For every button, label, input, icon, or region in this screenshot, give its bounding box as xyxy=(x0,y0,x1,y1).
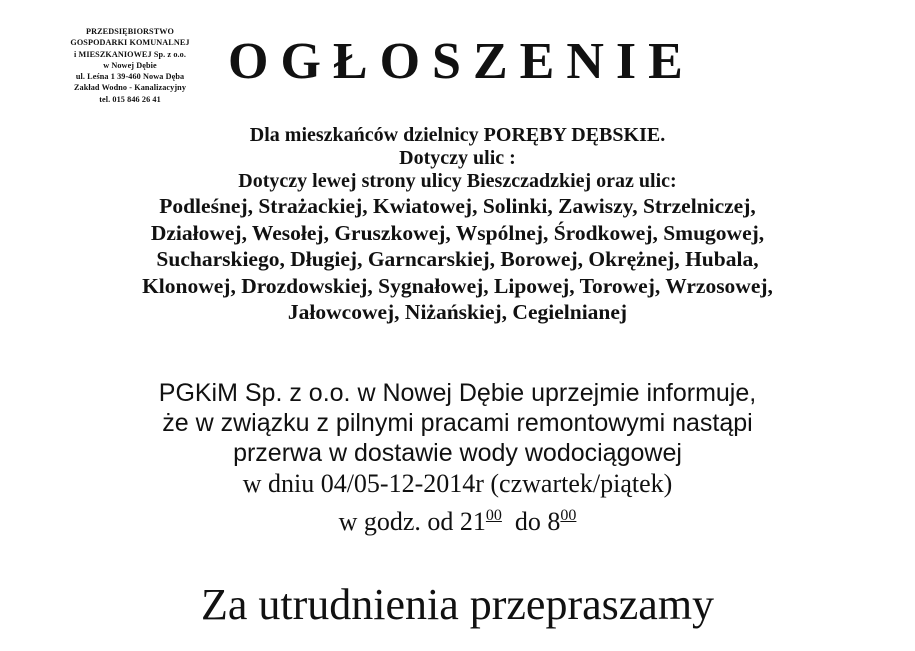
date-line: w dniu 04/05-12-2014r (czwartek/piątek) xyxy=(242,469,673,498)
stamp-line: ul. Leśna 1 39-460 Nowa Dęba xyxy=(75,72,185,82)
concerns-detail-line: Dotyczy lewej strony ulicy Bieszczadzkiej oraz ulic: xyxy=(238,170,677,192)
street-list-line: Jałowcowej, Niżańskiej, Cegielnianej xyxy=(287,300,628,324)
audience-line: Dla mieszkańców dzielnicy PORĘBY DĘBSKIE. xyxy=(249,124,666,146)
hours-mid: do 8 xyxy=(501,507,561,536)
stamp-line: tel. 015 846 26 41 xyxy=(99,94,161,104)
stamp-line: Zakład Wodno - Kanalizacyjny xyxy=(73,83,187,93)
company-stamp xyxy=(40,26,220,105)
info-line: PGKiM Sp. z o.o. w Nowej Dębie uprzejmie informuje, xyxy=(158,379,757,407)
street-list-line: Sucharskiego, Długiej, Garncarskiej, Borowej, Okrężnej, Hubala, xyxy=(156,247,759,271)
stamp-line: GOSPODARKI KOMUNALNEJ xyxy=(70,38,190,48)
hours-line xyxy=(0,500,915,538)
street-list-line: Działowej, Wesołej, Gruszkowej, Wspólnej, Środkowej, Smugowej, xyxy=(150,220,765,245)
info-line: przerwa w dostawie wody wodociągowej xyxy=(233,439,682,467)
hours-prefix: w godz. od 21 xyxy=(338,507,486,536)
notice-info-block xyxy=(0,378,915,538)
info-line: że w związku z pilnymi pracami remontowymi nastąpi xyxy=(162,409,753,437)
stamp-line: w Nowej Dębie xyxy=(103,60,157,70)
closing-apology: Za utrudnienia przepraszamy xyxy=(200,580,715,629)
stamp-line: PRZEDSIĘBIORSTWO xyxy=(85,27,175,36)
notice-title: OGŁOSZENIE xyxy=(228,33,695,90)
street-list-line: Podleśnej, Strażackiej, Kwiatowej, Solinki, Zawiszy, Strzelniczej, xyxy=(159,194,756,218)
stamp-line: i MIESZKANIOWEJ Sp. z o.o. xyxy=(73,49,186,59)
hours-to-minutes: 00 xyxy=(560,507,577,524)
concerns-line: Dotyczy ulic : xyxy=(399,147,516,169)
notice-header-block xyxy=(0,124,915,326)
hours-from-minutes: 00 xyxy=(485,507,502,524)
street-list-line: Klonowej, Drozdowskiej, Sygnałowej, Lipowej, Torowej, Wrzosowej, xyxy=(142,273,773,298)
